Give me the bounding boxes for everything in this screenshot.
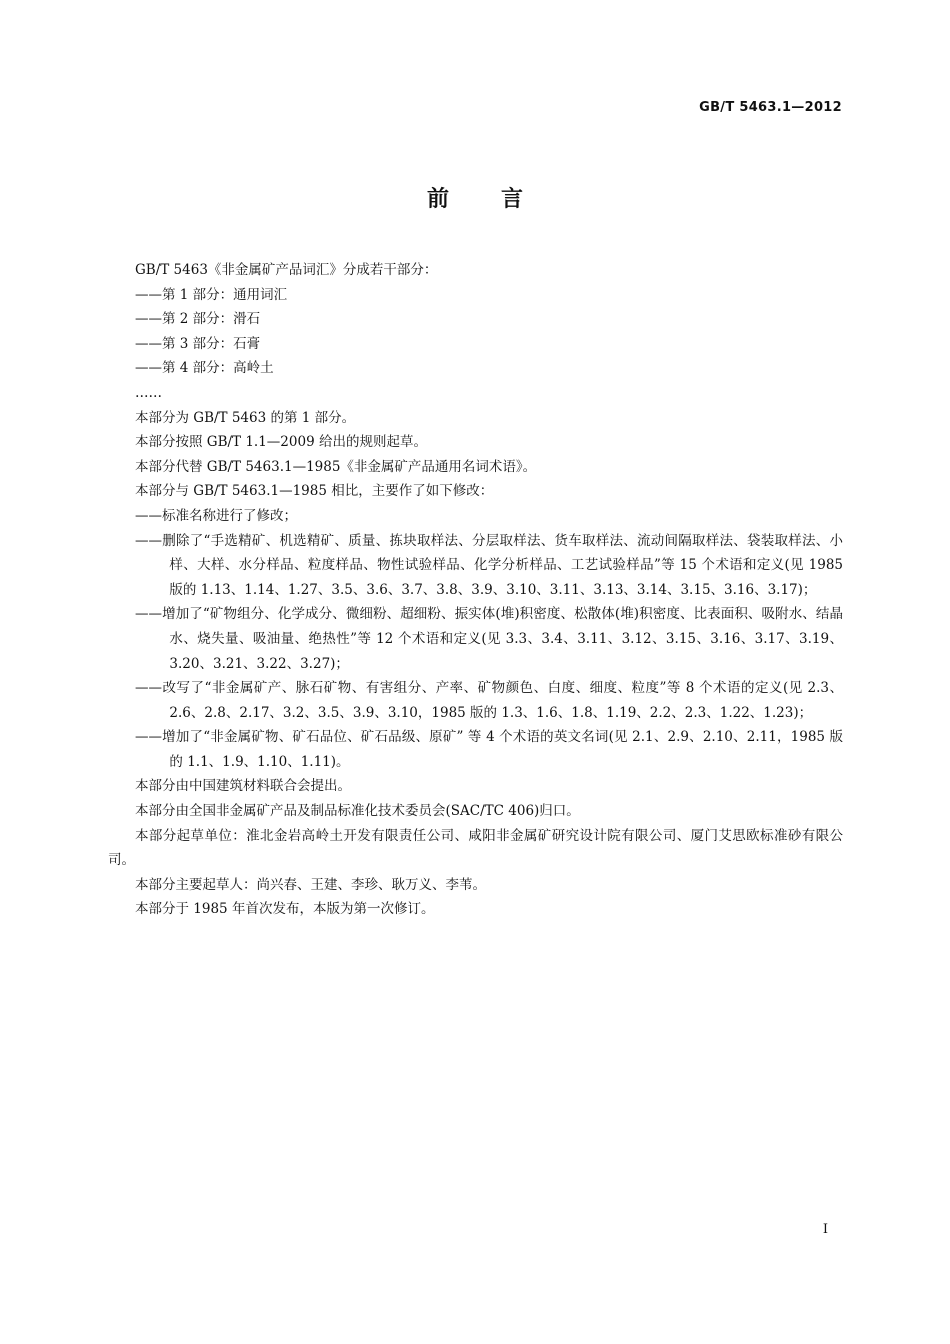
paragraph: 本部分由全国非金属矿产品及制品标准化技术委员会(SAC/TC 406)归口。 xyxy=(135,803,580,820)
page-title: 前言 xyxy=(426,187,575,212)
part-list-item: ——第 1 部分：通用词汇 xyxy=(135,286,288,303)
paragraph: 本部分按照 GB/T 1.1—2009 给出的规则起草。 xyxy=(135,434,427,451)
paragraph: 本部分代替 GB/T 5463.1—1985《非金属矿产品通用名词术语》。 xyxy=(135,458,537,475)
document-body xyxy=(108,258,843,922)
paragraph: 本部分为 GB/T 5463 的第 1 部分。 xyxy=(135,409,356,426)
standard-code-header: GB/T 5463.1—2012 xyxy=(699,100,842,115)
page-number: I xyxy=(822,1222,828,1237)
part-list-item: ——第 3 部分：石膏 xyxy=(135,335,261,352)
change-list-item: ——改写了“非金属矿产、脉石矿物、有害组分、产率、矿物颜色、白度、细度、粒度”等 8 个术语的定义(见 2.3、2.6、2.8、2.17、3.2、3.5、3.9、3.10，1985 版的 1.3、1.6、1.8、1.19、2.2、2.3、1.22、1.23)； xyxy=(135,680,843,721)
change-list-item: ——删除了“手选精矿、机选精矿、质量、拣块取样法、分层取样法、货车取样法、流动间隔取样法、袋装取样法、小样、大样、水分样品、粒度样品、物性试验样品、化学分析样品、工艺试验样品”等 15 个术语和定义(见 1985 版的 1.13、1.14、1.27、3.5、3.6、3.7、3.8、3.9、3.10、3.11、3.13、3.14、3.15、3.16、3.17)； xyxy=(135,532,843,598)
part-list-item: ——第 4 部分：高岭土 xyxy=(135,360,274,377)
part-list-item: ——第 2 部分：滑石 xyxy=(135,311,261,328)
intro-paragraph: GB/T 5463《非金属矿产品词汇》分成若干部分： xyxy=(135,262,438,278)
change-list-item: ——增加了“非金属矿物、矿石品位、矿石品级、原矿” 等 4 个术语的英文名词(见 2.1、2.9、2.10、2.11，1985 版的 1.1、1.9、1.10、1.11)。 xyxy=(135,729,843,770)
change-list-item: ——增加了“矿物组分、化学成分、微细粉、超细粉、振实体(堆)积密度、松散体(堆)积密度、比表面积、吸附水、结晶水、烧失量、吸油量、绝热性”等 12 个术语和定义(见 3.3、3.4、3.11、3.12、3.15、3.16、3.17、3.19、3.20、3.21、3.22、3.27)； xyxy=(135,606,843,672)
paragraph: 本部分主要起草人：尚兴春、王建、李珍、耿万义、李苇。 xyxy=(135,876,486,893)
paragraph: 本部分与 GB/T 5463.1—1985 相比，主要作了如下修改： xyxy=(135,483,494,500)
list-ellipsis: …… xyxy=(135,384,162,401)
paragraph: 本部分于 1985 年首次发布，本版为第一次修订。 xyxy=(135,901,435,918)
change-list-item: ——标准名称进行了修改； xyxy=(135,507,297,524)
paragraph: 本部分起草单位：淮北金岩高岭土开发有限责任公司、咸阳非金属矿研究设计院有限公司、厦门艾思欧标准砂有限公司。 xyxy=(108,827,843,869)
paragraph: 本部分由中国建筑材料联合会提出。 xyxy=(135,778,351,795)
